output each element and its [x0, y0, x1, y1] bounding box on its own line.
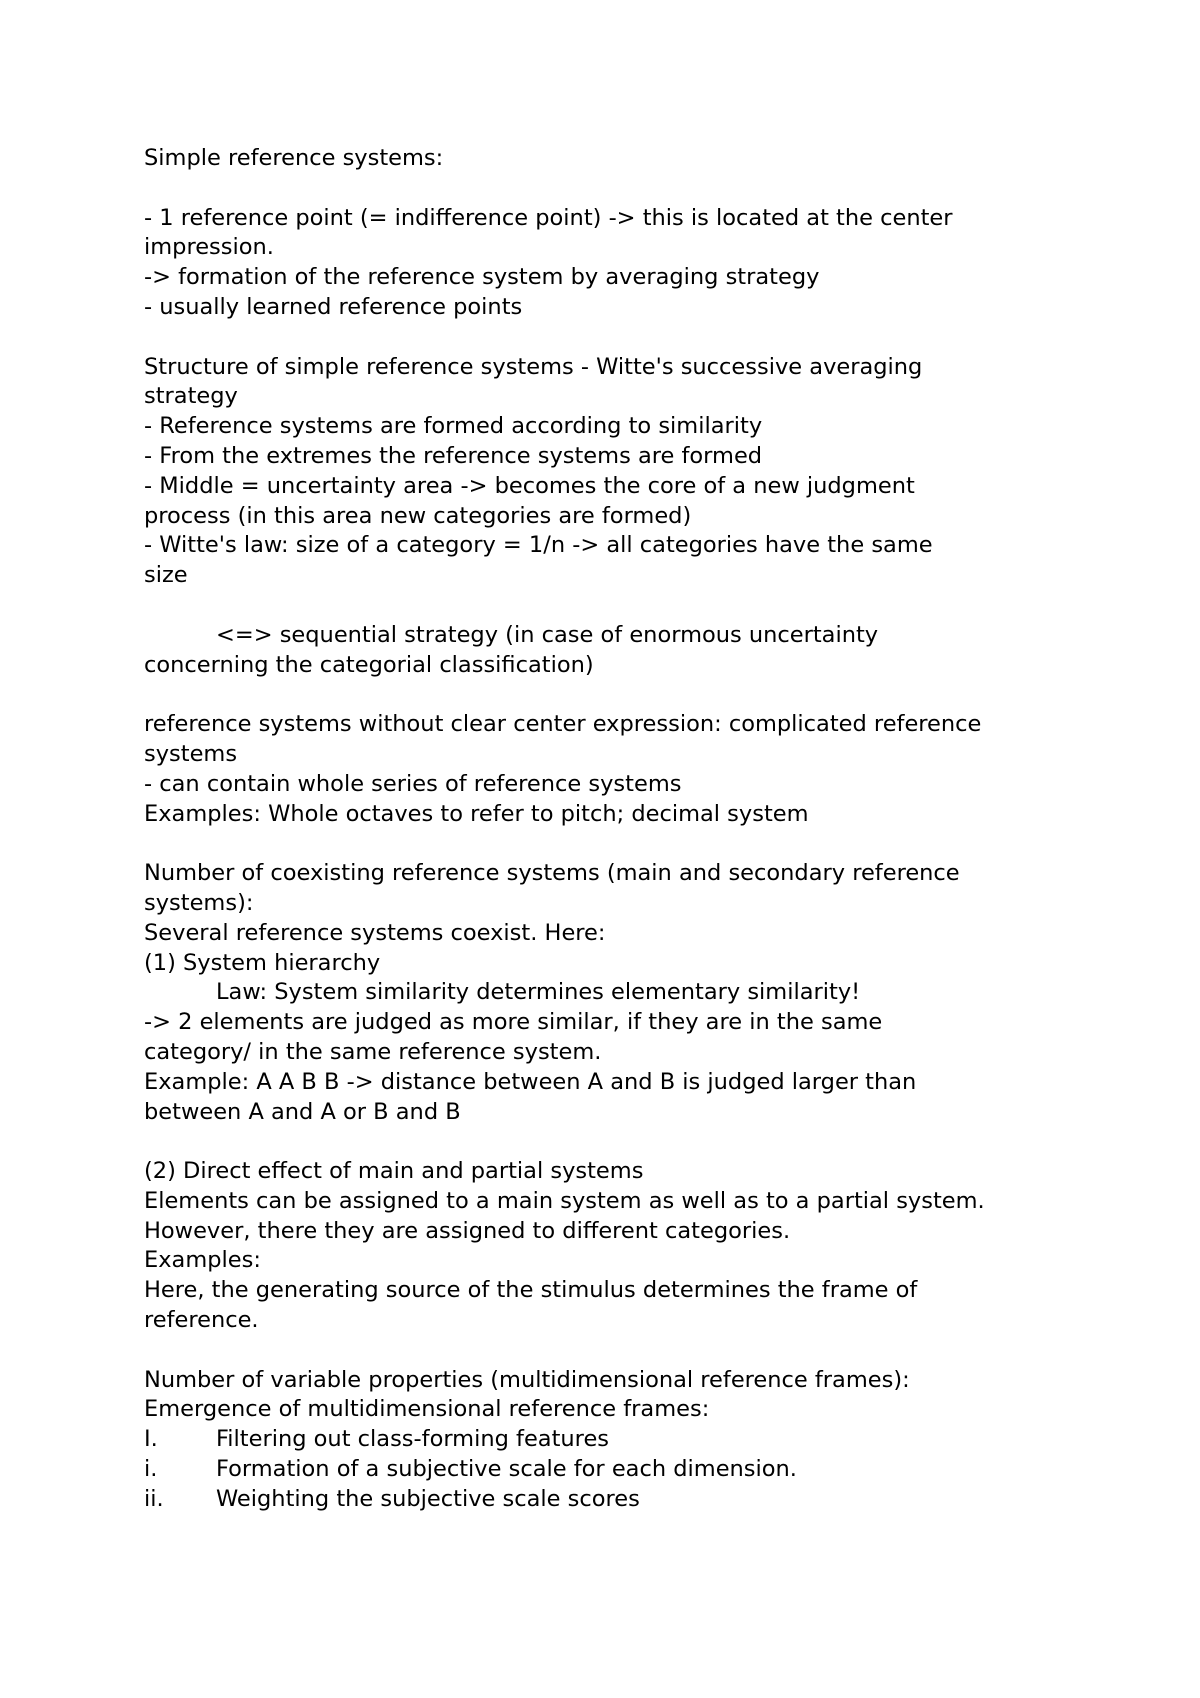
text-line: Several reference systems coexist. Here:	[144, 919, 606, 946]
text-line: reference.	[144, 1307, 259, 1334]
section-heading-coexisting: Number of coexisting reference systems (main and secondary reference	[144, 860, 960, 887]
blank-line	[144, 829, 1084, 859]
text-line: -> formation of the reference system by averaging strategy	[144, 264, 820, 291]
list-item-text: Filtering out class-forming features	[216, 1426, 610, 1453]
indented-text-line: Law: System similarity determines elementary similarity!	[216, 979, 861, 1006]
text-line: Here, the generating source of the stimulus determines the frame of	[144, 1277, 918, 1304]
text-line: - Middle = uncertainty area -> becomes the core of a new judgment	[144, 472, 915, 499]
text-line: - can contain whole series of reference systems	[144, 770, 682, 797]
blank-line	[144, 1127, 1084, 1157]
list-item-text: Weighting the subjective scale scores	[216, 1485, 640, 1512]
indented-text-line: <=> sequential strategy (in case of enormous uncertainty	[216, 621, 879, 648]
section-heading-structure: Structure of simple reference systems - Witte's successive averaging	[144, 353, 923, 380]
blank-line	[144, 323, 1084, 353]
blank-line	[144, 591, 1084, 621]
text-line: Emergence of multidimensional reference frames:	[144, 1396, 710, 1423]
text-line: size	[144, 562, 188, 589]
blank-line	[144, 174, 1084, 204]
text-line: - Witte's law: size of a category = 1/n -> all categories have the same	[144, 532, 933, 559]
blank-line	[144, 680, 1084, 710]
text-line: - 1 reference point (= indifference point) -> this is located at the center	[144, 204, 953, 231]
list-item-text: Formation of a subjective scale for each dimension.	[216, 1456, 797, 1483]
text-line: category/ in the same reference system.	[144, 1038, 602, 1065]
text-line: systems	[144, 740, 238, 767]
subheading-system-hierarchy: (1) System hierarchy	[144, 949, 381, 976]
section-heading-structure-cont: strategy	[144, 383, 238, 410]
list-item-number: i.	[144, 1456, 158, 1483]
section-heading-simple: Simple reference systems:	[144, 145, 444, 171]
list-item	[144, 1425, 1084, 1455]
section-heading-multidimensional: Number of variable properties (multidimensional reference frames):	[144, 1366, 910, 1393]
subheading-direct-effect: (2) Direct effect of main and partial systems	[144, 1158, 644, 1185]
text-line: Elements can be assigned to a main system as well as to a partial system.	[144, 1187, 985, 1214]
text-line: - usually learned reference points	[144, 293, 523, 320]
blank-line	[144, 1336, 1084, 1366]
section-heading-coexisting-cont: systems):	[144, 889, 254, 916]
text-line: Examples: Whole octaves to refer to pitch; decimal system	[144, 800, 809, 827]
list-item-number: I.	[144, 1426, 158, 1453]
list-item-number: ii.	[144, 1485, 164, 1512]
text-line: concerning the categorial classification)	[144, 651, 594, 678]
text-line: Example: A A B B -> distance between A and B is judged larger than	[144, 1068, 917, 1095]
text-line: - From the extremes the reference systems are formed	[144, 442, 763, 469]
text-line: -> 2 elements are judged as more similar, if they are in the same	[144, 1009, 883, 1036]
text-line: - Reference systems are formed according to similarity	[144, 413, 763, 440]
document-body	[144, 144, 1084, 1515]
text-line: impression.	[144, 234, 274, 261]
text-line: reference systems without clear center expression: complicated reference	[144, 711, 982, 738]
text-line: However, there they are assigned to different categories.	[144, 1217, 791, 1244]
text-line: between A and A or B and B	[144, 1098, 461, 1125]
list-item	[144, 1455, 1084, 1485]
list-item	[144, 1485, 1084, 1515]
text-line: process (in this area new categories are formed)	[144, 502, 692, 529]
text-line: Examples:	[144, 1247, 261, 1274]
